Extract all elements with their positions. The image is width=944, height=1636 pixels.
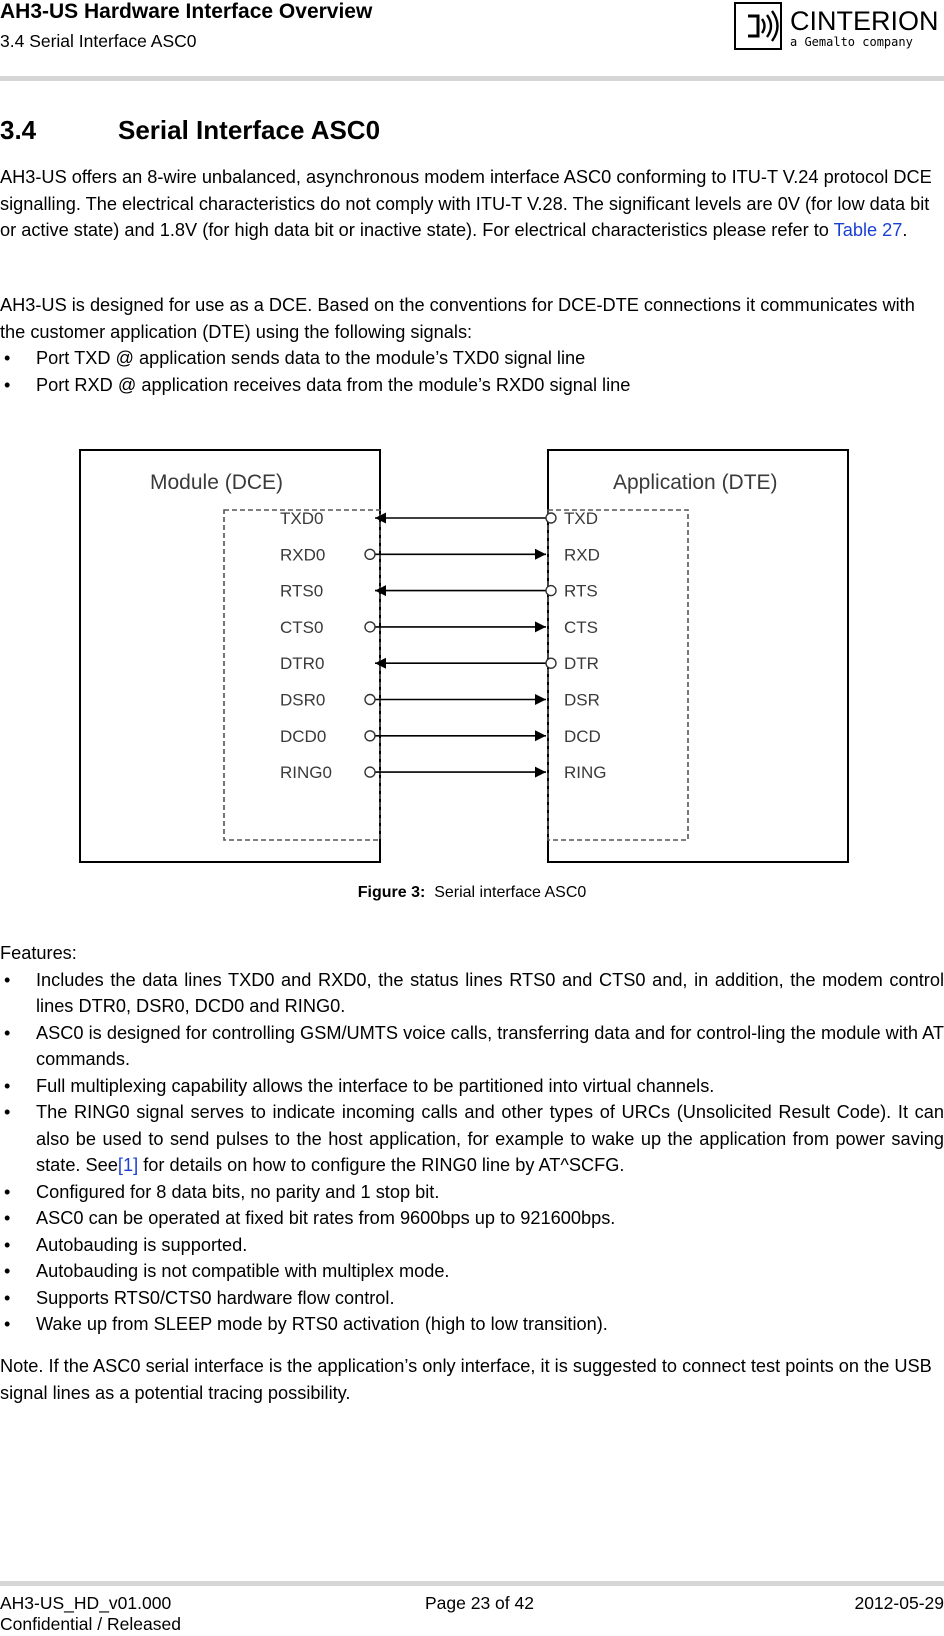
signal-pin-dce bbox=[365, 731, 375, 741]
intro-paragraph-2 bbox=[0, 292, 944, 398]
footer-doc-id: AH3-US_HD_v01.000 bbox=[0, 1593, 172, 1613]
list-item: • Includes the data lines TXD0 and RXD0, the status lines RTS0 and CTS0 and, in addition, the modem control lines DTR0, DSR0, DCD0 and RING0. bbox=[0, 967, 944, 1020]
reference-1-link[interactable]: [1] bbox=[117, 1155, 139, 1175]
dce-signal-label: DSR0 bbox=[280, 690, 326, 710]
dte-signal-label: DTR bbox=[564, 654, 599, 674]
list-item bbox=[0, 1099, 944, 1179]
cinterion-logo bbox=[734, 2, 944, 50]
footer-page-number: Page 23 of 42 bbox=[425, 1593, 534, 1613]
signal-pin-dte bbox=[546, 586, 556, 596]
dce-signal-label: CTS0 bbox=[280, 617, 324, 637]
header-divider bbox=[0, 76, 944, 81]
list-item: • Configured for 8 data bits, no parity and 1 stop bit. bbox=[0, 1179, 944, 1206]
intro-signal-list bbox=[0, 345, 944, 398]
figure-caption-label: Figure 3: bbox=[357, 884, 426, 901]
section-number: 3.4 bbox=[0, 115, 37, 145]
section-heading bbox=[0, 115, 380, 146]
module-box-title: Module (DCE) bbox=[150, 471, 284, 494]
note-paragraph: Note. If the ASC0 serial interface is the application’s only interface, it is suggested to connect test points on the USB signal lines as a potential tracing possibility. bbox=[0, 1356, 932, 1403]
dte-signal-label: DSR bbox=[564, 690, 600, 710]
signal-pin-dce bbox=[365, 622, 375, 632]
diagram-canvas bbox=[78, 448, 854, 870]
signal-waves-logo-icon bbox=[734, 2, 944, 50]
dce-signal-label: RTS0 bbox=[280, 581, 324, 601]
dce-signal-label: RXD0 bbox=[280, 545, 326, 565]
section-title: Serial Interface ASC0 bbox=[118, 115, 381, 145]
footer-date: 2012-05-29 bbox=[854, 1593, 944, 1613]
list-item: • ASC0 is designed for controlling GSM/UMTS voice calls, transferring data and for control-ling the module with AT commands. bbox=[0, 1020, 944, 1073]
table-27-link[interactable]: Table 27 bbox=[833, 220, 903, 240]
application-box-title: Application (DTE) bbox=[613, 471, 778, 494]
list-item: • Port TXD @ application sends data to the module’s TXD0 signal line bbox=[0, 345, 944, 372]
logo-tagline: a Gemalto company bbox=[790, 35, 913, 49]
dte-signal-label: TXD bbox=[564, 509, 598, 528]
list-item: • ASC0 can be operated at fixed bit rates from 9600bps up to 921600bps. bbox=[0, 1205, 944, 1232]
signal-pin-dte bbox=[546, 658, 556, 668]
dce-signal-label: RING0 bbox=[280, 763, 332, 783]
intro-paragraph-1-end: . bbox=[902, 220, 908, 240]
footer-divider bbox=[0, 1581, 944, 1586]
intro-paragraph-2-text: AH3-US is designed for use as a DCE. Based on the conventions for DCE-DTE connections it communicates with the customer application (DTE) using the following signals: bbox=[0, 295, 915, 342]
features-section bbox=[0, 940, 944, 1338]
list-item: • Port RXD @ application receives data from the module’s RXD0 signal line bbox=[0, 372, 944, 399]
signal-pin-dce bbox=[365, 695, 375, 705]
list-item: • Supports RTS0/CTS0 hardware flow control. bbox=[0, 1285, 944, 1312]
list-item: • Autobauding is not compatible with multiplex mode. bbox=[0, 1258, 944, 1285]
dte-signal-label: CTS bbox=[564, 617, 598, 637]
signal-pin-dce bbox=[365, 549, 375, 559]
serial-interface-diagram bbox=[78, 448, 854, 870]
ring-item-text: The RING0 signal serves to indicate incoming calls and other types of URCs (Unsolicited Result Code). It can also be used to send pulses to the host application, for example to wake up the application from power saving state. See bbox=[36, 1102, 944, 1175]
document-subtitle: 3.4 Serial Interface ASC0 bbox=[0, 31, 197, 51]
dce-signal-label: DCD0 bbox=[280, 726, 327, 746]
dte-signal-label: RING bbox=[564, 763, 607, 783]
dte-signal-label: RXD bbox=[564, 545, 600, 565]
features-heading: Features: bbox=[0, 943, 77, 963]
document-title: AH3-US Hardware Interface Overview bbox=[0, 0, 373, 23]
dte-signal-label: RTS bbox=[564, 581, 598, 601]
figure-caption bbox=[0, 884, 944, 902]
list-item: • Full multiplexing capability allows the interface to be partitioned into virtual channels. bbox=[0, 1073, 944, 1100]
signal-pin-dte bbox=[546, 513, 556, 523]
signal-pin-dce bbox=[365, 767, 375, 777]
logo-brand: CINTERION bbox=[790, 6, 939, 36]
intro-paragraph-1-text: AH3-US offers an 8-wire unbalanced, asynchronous modem interface ASC0 conforming to ITU-T V.24 protocol DCE signalling. The electrical characteristics do not comply with ITU-T V.28. The significant levels are 0V (for low data bit or active state) and 1.8V (for high data bit or inactive state). For electrical characteristics please refer to bbox=[0, 167, 932, 240]
dce-signal-label: DTR0 bbox=[280, 654, 325, 674]
features-list bbox=[0, 967, 944, 1338]
dte-signal-label: DCD bbox=[564, 726, 601, 746]
list-item: • Wake up from SLEEP mode by RTS0 activation (high to low transition). bbox=[0, 1311, 944, 1338]
ring-item-text-end: for details on how to configure the RING0 line by AT^SCFG. bbox=[138, 1155, 625, 1175]
intro-paragraph-1 bbox=[0, 164, 944, 244]
list-item: • Autobauding is supported. bbox=[0, 1232, 944, 1259]
module-box bbox=[80, 450, 380, 862]
footer-status: Confidential / Released bbox=[0, 1614, 181, 1634]
dce-signal-label: TXD0 bbox=[280, 509, 324, 528]
figure-caption-text: Serial interface ASC0 bbox=[434, 884, 587, 901]
